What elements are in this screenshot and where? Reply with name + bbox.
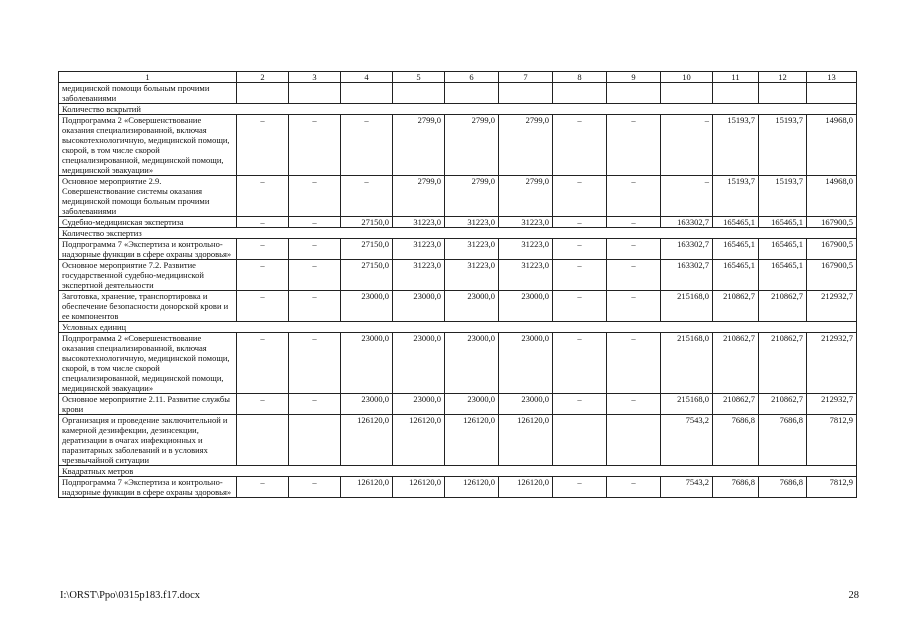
- column-header: 8: [553, 72, 607, 83]
- table-cell: 167900,5: [807, 217, 857, 228]
- table-cell: [553, 415, 607, 466]
- table-cell: –: [289, 260, 341, 291]
- table-cell: 126120,0: [393, 477, 445, 498]
- column-header: 4: [341, 72, 393, 83]
- table-cell: [607, 415, 661, 466]
- table-cell: 31223,0: [499, 217, 553, 228]
- table-cell: 215168,0: [661, 394, 713, 415]
- table-cell: –: [553, 394, 607, 415]
- table-cell: –: [553, 291, 607, 322]
- table-cell: 31223,0: [499, 260, 553, 291]
- table-cell: 165465,1: [713, 260, 759, 291]
- budget-table: [58, 71, 857, 498]
- row-label: Судебно-медицинская экспертиза: [59, 217, 237, 228]
- column-header: 11: [713, 72, 759, 83]
- table-cell: [553, 83, 607, 104]
- table-cell: 31223,0: [445, 217, 499, 228]
- table-cell: –: [237, 176, 289, 217]
- section-label: Количество экспертиз: [59, 228, 857, 239]
- table-cell: –: [237, 115, 289, 176]
- table-cell: 167900,5: [807, 260, 857, 291]
- table-cell: –: [607, 291, 661, 322]
- budget-table-page: [58, 71, 856, 498]
- table-cell: 210862,7: [759, 333, 807, 394]
- table-cell: 23000,0: [341, 394, 393, 415]
- section-label: Квадратных метров: [59, 466, 857, 477]
- table-cell: 27150,0: [341, 239, 393, 260]
- table-cell: 23000,0: [341, 291, 393, 322]
- table-row: [59, 291, 857, 322]
- table-cell: 23000,0: [393, 333, 445, 394]
- table-row: [59, 239, 857, 260]
- table-cell: [341, 83, 393, 104]
- table-cell: 31223,0: [499, 239, 553, 260]
- table-cell: 14968,0: [807, 115, 857, 176]
- table-cell: –: [289, 176, 341, 217]
- table-cell: –: [237, 394, 289, 415]
- table-row: [59, 217, 857, 228]
- row-label: Заготовка, хранение, транспортировка и обеспечение безопасности донорской крови и ее компонентов: [59, 291, 237, 322]
- table-cell: –: [237, 239, 289, 260]
- table-cell: –: [607, 115, 661, 176]
- row-label: Организация и проведение заключительной и камерной дезинфекции, дезинсекции, дератизации в очагах инфекционных и паразитарных заболеваний и в условиях чрезвычайной ситуации: [59, 415, 237, 466]
- table-cell: 126120,0: [445, 415, 499, 466]
- table-header-row: [59, 72, 857, 83]
- table-cell: 31223,0: [393, 260, 445, 291]
- table-row: [59, 260, 857, 291]
- table-cell: 126120,0: [445, 477, 499, 498]
- table-cell: 167900,5: [807, 239, 857, 260]
- table-row: [59, 415, 857, 466]
- table-cell: –: [553, 115, 607, 176]
- table-cell: 23000,0: [393, 394, 445, 415]
- table-cell: 215168,0: [661, 291, 713, 322]
- table-cell: 31223,0: [445, 260, 499, 291]
- table-cell: 7686,8: [713, 477, 759, 498]
- table-cell: [237, 415, 289, 466]
- table-cell: 163302,7: [661, 260, 713, 291]
- table-cell: –: [607, 260, 661, 291]
- row-label: Основное мероприятие 7.2. Развитие государственной судебно-медицинской экспертной деятельности: [59, 260, 237, 291]
- table-cell: 7686,8: [759, 415, 807, 466]
- table-cell: –: [237, 477, 289, 498]
- table-cell: –: [607, 239, 661, 260]
- table-row: [59, 477, 857, 498]
- column-header: 9: [607, 72, 661, 83]
- table-cell: 210862,7: [713, 291, 759, 322]
- table-cell: 212932,7: [807, 333, 857, 394]
- table-cell: 165465,1: [759, 217, 807, 228]
- table-cell: –: [289, 217, 341, 228]
- column-header: 13: [807, 72, 857, 83]
- table-cell: –: [553, 239, 607, 260]
- table-cell: 126120,0: [341, 477, 393, 498]
- table-cell: 7812,9: [807, 415, 857, 466]
- section-label: Условных единиц: [59, 322, 857, 333]
- table-cell: [289, 83, 341, 104]
- table-row: [59, 83, 857, 104]
- column-header: 7: [499, 72, 553, 83]
- table-cell: [499, 83, 553, 104]
- table-cell: –: [553, 477, 607, 498]
- table-cell: [237, 83, 289, 104]
- table-cell: –: [237, 291, 289, 322]
- table-section-row: [59, 228, 857, 239]
- table-cell: 2799,0: [499, 176, 553, 217]
- table-cell: –: [237, 217, 289, 228]
- table-cell: 7812,9: [807, 477, 857, 498]
- table-cell: [713, 83, 759, 104]
- table-section-row: [59, 104, 857, 115]
- table-cell: –: [607, 394, 661, 415]
- table-cell: 126120,0: [341, 415, 393, 466]
- table-cell: 126120,0: [499, 415, 553, 466]
- table-cell: –: [289, 115, 341, 176]
- table-cell: [289, 415, 341, 466]
- table-cell: 23000,0: [499, 291, 553, 322]
- table-cell: 23000,0: [445, 333, 499, 394]
- column-header: 1: [59, 72, 237, 83]
- table-cell: 15193,7: [713, 115, 759, 176]
- table-cell: –: [553, 176, 607, 217]
- table-cell: –: [341, 176, 393, 217]
- table-cell: –: [607, 333, 661, 394]
- table-section-row: [59, 322, 857, 333]
- table-cell: 212932,7: [807, 394, 857, 415]
- table-cell: 7543,2: [661, 477, 713, 498]
- table-cell: 7543,2: [661, 415, 713, 466]
- table-cell: 15193,7: [759, 115, 807, 176]
- table-cell: 23000,0: [393, 291, 445, 322]
- table-cell: –: [553, 217, 607, 228]
- page-number: 28: [848, 590, 859, 601]
- table-cell: 210862,7: [713, 333, 759, 394]
- table-cell: –: [607, 477, 661, 498]
- table-cell: [807, 83, 857, 104]
- table-cell: 31223,0: [393, 217, 445, 228]
- column-header: 6: [445, 72, 499, 83]
- table-cell: –: [289, 477, 341, 498]
- table-cell: 2799,0: [393, 115, 445, 176]
- table-cell: 165465,1: [759, 260, 807, 291]
- table-cell: 14968,0: [807, 176, 857, 217]
- table-cell: 210862,7: [759, 291, 807, 322]
- table-cell: 165465,1: [713, 217, 759, 228]
- table-cell: 2799,0: [499, 115, 553, 176]
- table-cell: –: [661, 176, 713, 217]
- table-cell: 23000,0: [445, 394, 499, 415]
- column-header: 10: [661, 72, 713, 83]
- table-cell: –: [289, 394, 341, 415]
- table-cell: 126120,0: [393, 415, 445, 466]
- column-header: 2: [237, 72, 289, 83]
- table-cell: 165465,1: [759, 239, 807, 260]
- table-cell: 165465,1: [713, 239, 759, 260]
- table-cell: [445, 83, 499, 104]
- table-cell: 215168,0: [661, 333, 713, 394]
- table-cell: –: [289, 239, 341, 260]
- table-cell: 212932,7: [807, 291, 857, 322]
- table-cell: 31223,0: [445, 239, 499, 260]
- table-cell: 23000,0: [341, 333, 393, 394]
- table-cell: 210862,7: [759, 394, 807, 415]
- footer-file-path: I:\ORST\Ppo\0315p183.f17.docx: [60, 590, 201, 601]
- table-cell: 2799,0: [445, 115, 499, 176]
- table-cell: 7686,8: [713, 415, 759, 466]
- table-cell: 210862,7: [713, 394, 759, 415]
- table-cell: [661, 83, 713, 104]
- row-label: Подпрограмма 2 «Совершенствование оказания специализированной, включая высокотехнологичную, медицинской помощи, скорой, в том числе скорой специализированной, медицинской помощи, медицинской эвакуации»: [59, 115, 237, 176]
- table-cell: 23000,0: [445, 291, 499, 322]
- table-cell: 7686,8: [759, 477, 807, 498]
- table-cell: –: [289, 333, 341, 394]
- table-cell: [393, 83, 445, 104]
- row-label: Основное мероприятие 2.9. Совершенствование системы оказания медицинской помощи больным прочими заболеваниями: [59, 176, 237, 217]
- table-cell: 15193,7: [759, 176, 807, 217]
- table-cell: 163302,7: [661, 217, 713, 228]
- table-cell: 23000,0: [499, 394, 553, 415]
- column-header: 12: [759, 72, 807, 83]
- table-cell: 31223,0: [393, 239, 445, 260]
- table-cell: –: [607, 176, 661, 217]
- table-cell: 2799,0: [393, 176, 445, 217]
- table-cell: –: [289, 291, 341, 322]
- table-cell: –: [607, 217, 661, 228]
- table-cell: –: [553, 333, 607, 394]
- table-cell: 126120,0: [499, 477, 553, 498]
- section-label: Количество вскрытий: [59, 104, 857, 115]
- row-label: медицинской помощи больным прочими заболеваниями: [59, 83, 237, 104]
- table-cell: 23000,0: [499, 333, 553, 394]
- table-cell: [759, 83, 807, 104]
- table-cell: –: [237, 333, 289, 394]
- table-row: [59, 394, 857, 415]
- table-cell: –: [553, 260, 607, 291]
- table-row: [59, 115, 857, 176]
- column-header: 3: [289, 72, 341, 83]
- table-cell: –: [661, 115, 713, 176]
- row-label: Подпрограмма 2 «Совершенствование оказания специализированной, включая высокотехнологичную, медицинской помощи, скорой, в том числе скорой специализированной, медицинской помощи, медицинской эвакуации»: [59, 333, 237, 394]
- table-cell: [607, 83, 661, 104]
- table-cell: –: [341, 115, 393, 176]
- table-cell: 2799,0: [445, 176, 499, 217]
- table-row: [59, 333, 857, 394]
- table-cell: 163302,7: [661, 239, 713, 260]
- table-row: [59, 176, 857, 217]
- table-cell: –: [237, 260, 289, 291]
- table-cell: 27150,0: [341, 217, 393, 228]
- row-label: Подпрограмма 7 «Экспертиза и контрольно-надзорные функции в сфере охраны здоровья»: [59, 239, 237, 260]
- table-section-row: [59, 466, 857, 477]
- table-cell: 15193,7: [713, 176, 759, 217]
- row-label: Основное мероприятие 2.11. Развитие службы крови: [59, 394, 237, 415]
- table-cell: 27150,0: [341, 260, 393, 291]
- row-label: Подпрограмма 7 «Экспертиза и контрольно-надзорные функции в сфере охраны здоровья»: [59, 477, 237, 498]
- column-header: 5: [393, 72, 445, 83]
